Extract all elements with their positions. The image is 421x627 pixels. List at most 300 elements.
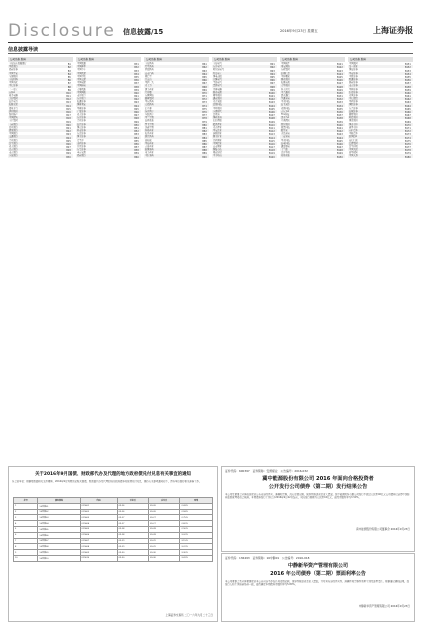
index-entry-name: 上汽集团 — [9, 119, 18, 123]
index-entry-page: B3 — [67, 69, 71, 72]
table-cell: 09-28 — [148, 532, 179, 538]
index-entry-page: B77 — [202, 114, 207, 117]
index-entry-name: 五矿资本 — [349, 128, 358, 132]
index-entry-page: B34 — [134, 72, 139, 75]
index-entry-name: 智飞生物 — [145, 122, 154, 126]
index-entry-page: B31 — [134, 63, 139, 66]
index-entry-name: 信立泰 — [145, 106, 152, 110]
index-entry-page: B115 — [269, 139, 275, 142]
index-entry-page: B166 — [405, 111, 411, 113]
index-entry-name: 长江电力 — [9, 100, 18, 104]
index-entry-page: B53 — [134, 133, 139, 136]
table-cell: 10 — [14, 555, 38, 561]
index-entry-name: 华友钴业 — [213, 128, 222, 132]
index-entry-name: 宁德时代 — [213, 109, 222, 113]
index-entry-name: 海正药业 — [145, 132, 154, 136]
table-cell: 5 — [14, 526, 38, 532]
index-entry-page: B140 — [337, 123, 343, 126]
table-cell: 09-26 — [148, 509, 179, 515]
index-entry-name: 宝钢股份 — [9, 74, 18, 78]
index-entry-page: B118 — [269, 149, 275, 152]
index-entry-name: 中国人寿 — [349, 154, 358, 158]
index-entry-name: 中国平安 — [9, 71, 18, 75]
table-cell: 16国债03 — [38, 515, 80, 521]
table-cell: 019606 — [80, 532, 117, 538]
table-cell: 019607 — [80, 538, 117, 544]
index-entry — [348, 154, 413, 157]
index-entry — [144, 154, 209, 157]
table-cell: 019609 — [80, 550, 117, 556]
index-entry-name: 华林证券 — [349, 87, 358, 91]
notice-right-top-title-2: 公开发行公司债券（第二期）发行结果公告 — [268, 484, 368, 490]
index-entry-page: B19 — [66, 120, 71, 123]
index-entry-name: 特变电工 — [213, 71, 222, 75]
index-entry-page: B30 — [66, 155, 71, 158]
index-entry-page: B91 — [270, 63, 275, 66]
index-entry-page: B94 — [270, 72, 275, 75]
index-entry-page: B85 — [202, 139, 207, 142]
index-column — [212, 57, 277, 450]
index-entry-name: 东吴证券 — [77, 148, 86, 152]
index-column — [348, 57, 413, 450]
index-entry-page: B48 — [134, 117, 139, 120]
paper-name: 上海证券报 — [373, 25, 413, 35]
index-entry-page: B99 — [270, 88, 275, 91]
index-entry-name: 阳光电源 — [213, 90, 222, 94]
index-column-header: 公司名称 版码 — [212, 57, 277, 62]
index-entry-page: B7 — [67, 82, 71, 85]
table-cell: 2.82% — [180, 521, 213, 527]
index-entry-page: B43 — [134, 101, 139, 104]
index-entry-page: B92 — [270, 66, 275, 69]
index-entry-page: B151 — [405, 63, 411, 66]
index-entry-page: B180 — [405, 155, 411, 158]
notice-left-title: 关于2016年9月国债、财政部代办及代理的地方政府债兑付兑息有关事宜的通知 — [35, 472, 191, 477]
index-entry-name: 东方证券 — [77, 116, 86, 120]
index-entry-name: 海通证券 — [77, 100, 86, 104]
index-entry-name: 中原证券 — [349, 74, 358, 78]
index-entry-page: B56 — [134, 142, 139, 145]
index-entry-page: B102 — [269, 98, 275, 101]
index-entry-name: 建设银行 — [9, 128, 18, 132]
index-entry-page: B86 — [202, 142, 207, 145]
index-entry-page: B119 — [269, 152, 275, 155]
index-entry-name: 中天科技 — [281, 100, 290, 104]
index-entry-name: 乐普医疗 — [145, 109, 154, 113]
index-entry-page: B29 — [66, 152, 71, 155]
index-entry-name: 哈投股份 — [349, 116, 358, 120]
index-entry-name: 越秀金控 — [349, 125, 358, 129]
index-column-header: 公司名称 版码 — [280, 57, 345, 62]
index-entry-page: B172 — [405, 130, 411, 133]
index-entry-page: B90 — [202, 155, 207, 158]
index-entry-name: 华海药业 — [145, 141, 154, 145]
index-entry-page: B103 — [269, 101, 275, 104]
index-entry-name: 用友网络 — [281, 65, 290, 69]
index-entry-name: 国盛金控 — [349, 122, 358, 126]
index-entry-name: 亿纬锂能 — [213, 119, 222, 123]
index-entry-page: B44 — [134, 104, 139, 107]
index-entry-name: 中航资本 — [349, 132, 358, 136]
index-entry-name: 赣锋锂业 — [213, 122, 222, 126]
index-entry-page: B108 — [269, 117, 275, 120]
index-entry-page: B68 — [202, 85, 207, 88]
table-cell: 16国债09 — [38, 550, 80, 556]
index-entry-page: B176 — [405, 142, 411, 145]
index-entry-name: 中信证券 — [9, 84, 18, 88]
index-entry-name: 光大银行 — [9, 144, 18, 148]
index-entry-page: B164 — [405, 104, 411, 107]
index-entry-name: 科大讯飞 — [281, 87, 290, 91]
index-entry-name: 铜陵有色 — [213, 148, 222, 152]
index-entry-name: 北方华创 — [281, 151, 290, 155]
masthead — [8, 22, 413, 40]
table-cell: 3.22% — [180, 544, 213, 550]
index-entry-name: 人福医药 — [145, 103, 154, 107]
table-cell: 09-26 — [148, 503, 179, 509]
index-entry-page: B25 — [66, 139, 71, 142]
index-entry-page: B109 — [269, 120, 275, 123]
index-entry — [280, 154, 345, 157]
table-cell: 09-27 — [117, 521, 148, 527]
index-entry-page: B117 — [269, 146, 275, 149]
index-entry-name: 农业银行 — [9, 125, 18, 129]
index-entry-page: B96 — [270, 79, 275, 82]
index-entry-page: B155 — [405, 75, 411, 78]
table-cell: 16国债10 — [38, 555, 80, 561]
index-entry-name: 兆易创新 — [281, 154, 290, 158]
index-entry-name: 国联证券 — [349, 103, 358, 107]
index-entry-page: B23 — [66, 133, 71, 136]
table-cell: 2 — [14, 509, 38, 515]
index-entry-page: B116 — [269, 142, 275, 145]
index-entry-name: 正泰电器 — [213, 87, 222, 91]
index-entry-page: B65 — [202, 75, 207, 78]
index-entry-page: B17 — [66, 114, 71, 117]
table-cell: 3.02% — [180, 532, 213, 538]
index-entry-name: 红塔证券 — [349, 90, 358, 94]
index-entry-name: 浙江医药 — [145, 135, 154, 139]
index-entry-name: 亨通光电 — [281, 97, 290, 101]
index-entry-page: B88 — [202, 149, 207, 152]
index-entry-name: 中国中铁 — [77, 74, 86, 78]
index-entry-name: 格力电器 — [9, 93, 18, 97]
index-entry-name: 国金证券 — [77, 135, 86, 139]
index-entry-name: 东兴证券 — [349, 106, 358, 110]
index-entry-name: 京东方A — [281, 109, 290, 113]
bond-table-header-cell: 代码 — [80, 498, 117, 504]
index-entry-name: 工商银行 — [9, 122, 18, 126]
index-entry-page: B139 — [337, 120, 343, 123]
index-entry — [8, 154, 73, 157]
index-entry-name: 国元证券 — [77, 125, 86, 129]
table-cell: 3.41% — [180, 555, 213, 561]
table-cell: 09-26 — [117, 503, 148, 509]
index-entry-page: B169 — [405, 120, 411, 123]
index-entry-page: B110 — [269, 123, 275, 126]
index-entry-name: 天合光能 — [213, 100, 222, 104]
index-entry-page: B10 — [66, 91, 71, 94]
index-entry-page: B75 — [202, 107, 207, 110]
index-entry-name: 中国联通 — [77, 62, 86, 65]
index-entry-name: 水晶光电 — [281, 132, 290, 136]
index-entry-name: 莱美药业 — [145, 151, 154, 155]
index-entry — [76, 154, 141, 157]
index-entry-name: 新和成 — [145, 138, 152, 142]
index-column-header: 公司名称 版码 — [8, 57, 73, 62]
index-entry-page: B66 — [202, 79, 207, 82]
table-cell: 09-30 — [117, 555, 148, 561]
index-entry-name: 东阿阿胶 — [145, 93, 154, 97]
index-entry-page: B70 — [202, 91, 207, 94]
index-entry-page: B33 — [134, 69, 139, 72]
index-entry-name: 立讯精密 — [281, 119, 290, 123]
index-entry-page: B93 — [270, 69, 275, 72]
index-entry-page: B15 — [66, 107, 71, 110]
index-entry-name: 天风证券 — [349, 93, 358, 97]
table-cell: 09-28 — [117, 526, 148, 532]
index-entry-page: B79 — [202, 120, 207, 123]
index-entry-page: B55 — [134, 139, 139, 142]
index-entry-page: B41 — [134, 95, 139, 98]
index-entry-name: 洛阳钼业 — [213, 132, 222, 136]
index-entry-page: B6 — [67, 79, 71, 82]
index-entry-name: 深天马A — [281, 116, 290, 120]
table-cell: 2.90% — [180, 526, 213, 532]
page-title: 信息披露/15 — [123, 28, 164, 36]
index-entry-name: 科伦药业 — [145, 128, 154, 132]
index-entry-name: 长春高新 — [145, 119, 154, 123]
index-entry-name: 上海电气 — [213, 62, 222, 65]
table-cell: 16国债07 — [38, 538, 80, 544]
index-entry-page: B148 — [337, 149, 343, 152]
table-cell: 3.30% — [180, 550, 213, 556]
index-entry-name: TCL科技 — [281, 113, 290, 116]
index-entry-page: B106 — [269, 111, 275, 113]
bond-table — [13, 497, 213, 562]
index-entry-name: 中国太保 — [349, 148, 358, 152]
index-entry-page: B16 — [66, 111, 71, 113]
index-entry-page: B112 — [269, 130, 275, 133]
index-entry-name: 中金岭南 — [213, 154, 222, 158]
index-entry-page: B132 — [337, 98, 343, 101]
table-cell: 09-29 — [148, 544, 179, 550]
index-entry — [212, 154, 277, 157]
index-entry-page: B147 — [337, 146, 343, 149]
index-entry-name: 晶澳科技 — [213, 103, 222, 107]
index-entry-name: 紫光股份 — [281, 77, 290, 81]
index-entry-name: 万科A — [9, 90, 15, 94]
index-entry-name: 国泰君安 — [77, 103, 86, 107]
index-entry-page: B128 — [337, 85, 343, 88]
index-entry-page: B145 — [337, 139, 343, 142]
index-entry-page: B101 — [269, 95, 275, 98]
index-entry-name: 大华股份 — [281, 84, 290, 88]
table-cell: 019604 — [80, 521, 117, 527]
notice-right-bottom-title-2: 2016 年公司债券（第二期）票面利率公告 — [270, 571, 366, 577]
index-entry-name: 爱建集团 — [349, 141, 358, 145]
index-entry-name: 中国石化 — [9, 81, 18, 85]
index-entry-name: 平高电气 — [213, 81, 222, 85]
index-entry-page: B160 — [405, 91, 411, 94]
table-cell: 16国债02 — [38, 509, 80, 515]
index-entry-name: 鱼跃医疗 — [145, 113, 154, 116]
index-entry-name: 华安证券 — [349, 71, 358, 75]
table-row — [14, 555, 213, 561]
index-entry-page: B121 — [337, 63, 343, 66]
index-entry-name: 许继电气 — [213, 77, 222, 81]
index-entry-page: B144 — [337, 136, 343, 139]
index-entry-name: 三安光电 — [281, 135, 290, 139]
index-entry-name: 千红制药 — [145, 154, 154, 158]
index-entry-name: 中国中车 — [77, 68, 86, 72]
bond-table-header-cell: 债券简称 — [38, 498, 80, 504]
index-entry-name: 东方航空 — [77, 97, 86, 101]
index-entry-name: 中国银行 — [9, 132, 18, 136]
index-entry-page: B161 — [405, 95, 411, 98]
index-entry-name: 光迅科技 — [281, 106, 290, 110]
index-entry-name: 通富微电 — [281, 144, 290, 148]
index-entry-page: B149 — [337, 152, 343, 155]
index-entry-page: B27 — [66, 146, 71, 149]
index-entry-page: B174 — [405, 136, 411, 139]
notice-right-bottom-body: 本公司董事会及全体董事保证本公告内容不存在任何虚假记载、误导性陈述或者重大遗漏，并对其内容的真实性、准确性和完整性承担个别及连带责任。根据簿记建档结果，经发行人和主承销商协商一致，最终确定本期债券票面利率为5.80%。 — [225, 580, 410, 587]
index-entry-name: 江西铜业 — [213, 138, 222, 142]
index-entry-page: B13 — [66, 101, 71, 104]
index-entry-name: 隆基股份 — [213, 93, 222, 97]
index-entry-page: B63 — [202, 69, 207, 72]
table-cell: 019602 — [80, 509, 117, 515]
table-cell: 3 — [14, 515, 38, 521]
notice-right-top-title-1: 冀中能源股份有限公司 2016 年面向合格投资者 — [262, 476, 374, 482]
table-cell: 2.58% — [180, 509, 213, 515]
index-entry-page: B14 — [66, 104, 71, 107]
index-entry-page: B46 — [134, 111, 139, 113]
notice-left-body: 各会员单位：根据财政部相关文件精神，2016年9月到期的记账式国债、财政部代办及代理的地方政府债券将按期兑付兑息，现将有关事项通知如下，请各单位做好相关准备工作。 — [12, 480, 202, 483]
table-cell: 4 — [14, 521, 38, 527]
index-entry-name: 西南证券 — [77, 128, 86, 132]
index-entry-page: B64 — [202, 72, 207, 75]
index-entry-page: B177 — [405, 146, 411, 149]
index-entry-page: B87 — [202, 146, 207, 149]
index-entry-page: B51 — [134, 126, 139, 129]
index-entry-page: B127 — [337, 82, 343, 85]
table-cell: 09-30 — [117, 550, 148, 556]
index-entry-name: 康美药业 — [145, 87, 154, 91]
index-entry-page: B57 — [134, 146, 139, 149]
index-entry-name: 士兰微 — [281, 148, 288, 152]
index-entry-page: B170 — [405, 123, 411, 126]
index-entry-name: 财通证券 — [349, 77, 358, 81]
index-entry-name: 云南铜业 — [213, 144, 222, 148]
index-entry-page: B158 — [405, 85, 411, 88]
index-entry-page: B78 — [202, 117, 207, 120]
index-entry-name: 民生银行 — [9, 141, 18, 145]
bond-table-header-cell: 兑付日 — [148, 498, 179, 504]
table-cell: 6 — [14, 532, 38, 538]
table-cell: 019603 — [80, 515, 117, 521]
index-entry-name: 哈尔滨电气 — [213, 68, 224, 72]
table-cell: 09-26 — [117, 509, 148, 515]
index-entry-page: B157 — [405, 82, 411, 85]
bond-table-header-cell: 付息日 — [117, 498, 148, 504]
index-entry-name: 东方电气 — [213, 65, 222, 69]
index-entry-page: B152 — [405, 66, 411, 69]
index-entry-name: 长电科技 — [281, 141, 290, 145]
index-entry-page: B2 — [67, 66, 71, 69]
index-entry-page: B20 — [66, 123, 71, 126]
index-entry-name: 锦龙股份 — [349, 119, 358, 123]
notice-right-bottom — [221, 553, 415, 622]
notice-right-top-tags: 证券代码：600397 证券简称：安源煤业 公告编号：2016-032 — [225, 469, 308, 473]
index-entry-name: 中国软件 — [281, 62, 290, 65]
index-entry-name: 光大证券 — [77, 113, 86, 116]
index-entry-page: B74 — [202, 104, 207, 107]
index-entry-page: B40 — [134, 91, 139, 94]
index-entry-name: 伊利股份 — [9, 109, 18, 113]
index-entry-page: B67 — [202, 82, 207, 85]
notice-left-signature: 上海证券交易所 二〇一六年九月二十三日 — [165, 614, 213, 617]
index-entry-name: 仙琚制药 — [145, 148, 154, 152]
index-entry-page: B146 — [337, 142, 343, 145]
table-cell: 09-27 — [148, 515, 179, 521]
index-entry-page: B11 — [66, 95, 71, 98]
table-cell: 019610 — [80, 555, 117, 561]
index-entry-name: 长城证券 — [349, 109, 358, 113]
masthead-rule — [8, 42, 413, 43]
index-entry-page: B39 — [134, 88, 139, 91]
index-entry-name: 海螺水泥 — [9, 103, 18, 107]
index-entry-page: B50 — [134, 123, 139, 126]
index-entry-page: B58 — [134, 149, 139, 152]
index-entry-page: B32 — [134, 66, 139, 69]
table-cell: 019608 — [80, 544, 117, 550]
index-entry-name: 沃森生物 — [145, 125, 154, 129]
index-entry-name: 北京银行 — [9, 148, 18, 152]
index-entry-page: B28 — [66, 149, 71, 152]
section-title: 信息披露导读 — [8, 47, 39, 53]
table-cell: 1 — [14, 503, 38, 509]
index-entry-page: B22 — [66, 130, 71, 133]
index-entry-name: 三一重工 — [9, 87, 18, 91]
index-entry-page: B35 — [134, 75, 139, 78]
index-entry-page: B179 — [405, 152, 411, 155]
index-entry-page: B124 — [337, 72, 343, 75]
table-cell: 09-27 — [117, 515, 148, 521]
table-cell: 7 — [14, 538, 38, 544]
index-entry-page: B104 — [269, 104, 275, 107]
index-entry-name: 中国国航 — [77, 90, 86, 94]
index-entry-name: 华夏银行 — [9, 65, 18, 69]
index-entry-name: 蓝思科技 — [281, 125, 290, 129]
index-column — [8, 57, 73, 450]
index-entry-name: 安信信托 — [349, 138, 358, 142]
bond-table-header-cell: 利率 — [180, 498, 213, 504]
index-entry-name: 紫金矿业 — [213, 135, 222, 139]
index-entry-name: 上海机场 — [9, 77, 18, 81]
index-entry-page: B129 — [337, 88, 343, 91]
index-entry-name: 大秦铁路 — [77, 87, 86, 91]
index-entry-page: B135 — [337, 107, 343, 110]
issue-date: 2016年9月23日 星期五 — [280, 29, 318, 33]
index-entry-name: 歌尔股份 — [281, 122, 290, 126]
index-entry-page: B168 — [405, 117, 411, 120]
table-cell: 09-30 — [148, 555, 179, 561]
index-entry-name: 招商证券 — [9, 68, 18, 72]
index-entry-name: 恒瑞医药 — [145, 68, 154, 72]
index-entry-name: 南方航空 — [77, 93, 86, 97]
index-entry-name: 南京银行 — [9, 151, 18, 155]
